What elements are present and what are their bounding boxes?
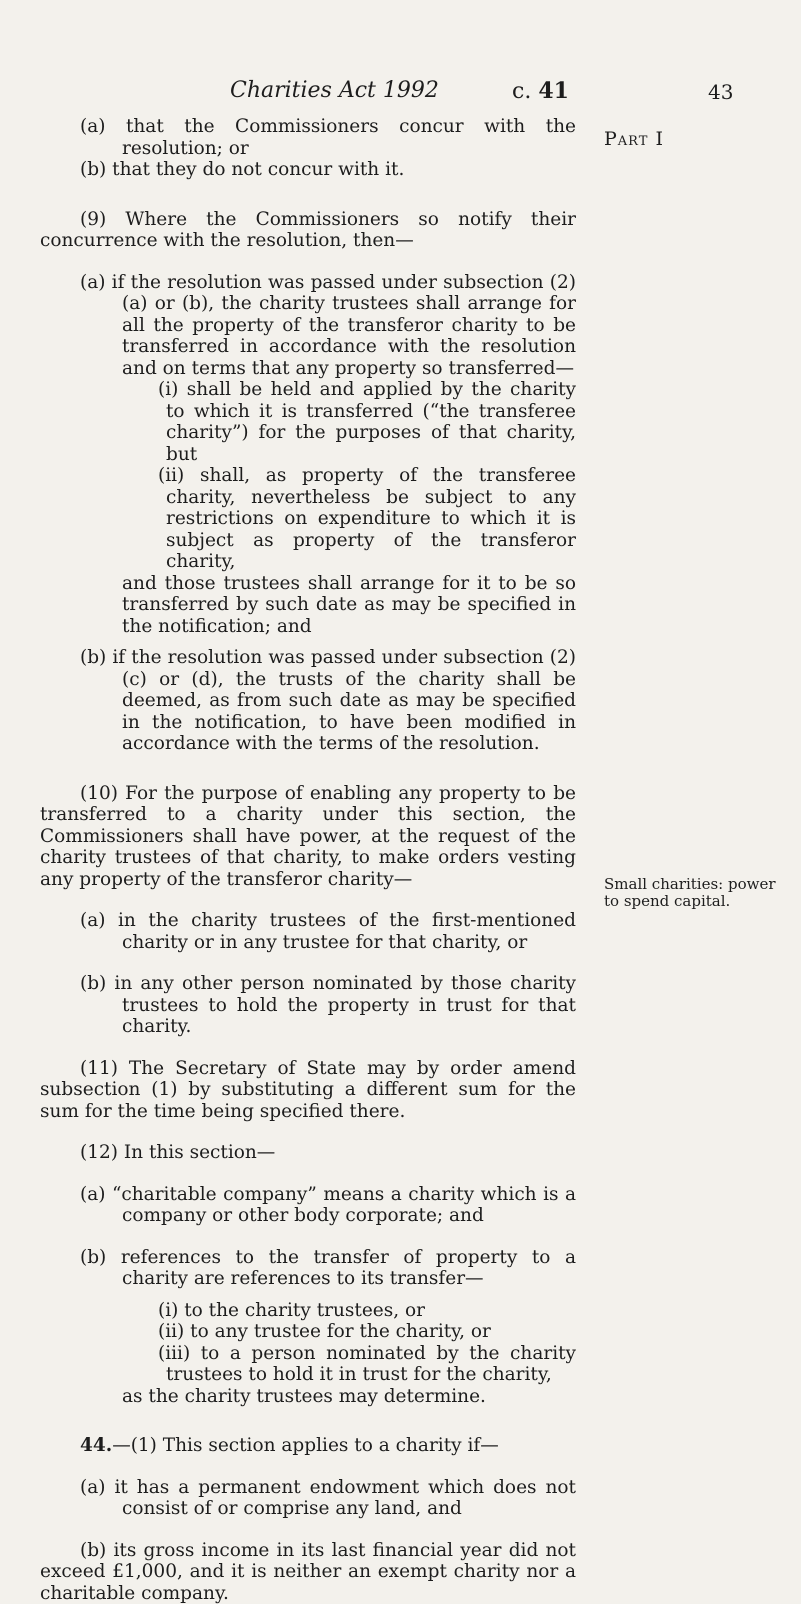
running-header-title: Charities Act 1992: [230, 78, 439, 103]
subparagraph-12b-ii: (ii) to any trustee for the charity, or: [40, 1321, 576, 1343]
chapter-prefix: c.: [512, 79, 531, 104]
page-number: 43: [708, 80, 733, 104]
paragraph-44a: (a) it has a permanent endowment which does not consist of or comprise any land, and: [40, 1477, 576, 1520]
subparagraph-9a-ii: (ii) shall, as property of the transferee charity, nevertheless be subject to any restrictions on expenditure to which it is subject as property of the transferor charity,: [40, 465, 576, 573]
paragraph-9a: (a) if the resolution was passed under subsection (2)(a) or (b), the charity trustees shall arrange for all the property of the transferor charity to be transferred in accordance with the resolution and on terms that any property so transferred—: [40, 272, 576, 380]
paragraph-10a: (a) in the charity trustees of the first-mentioned charity or in any trustee for that charity, or: [40, 910, 576, 953]
part-marker-initial: P: [604, 128, 618, 150]
section-44-text: —(1) This section applies to a charity if—: [112, 1435, 499, 1456]
section-44-heading: [40, 1435, 576, 1457]
paragraph-10b: (b) in any other person nominated by those charity trustees to hold the property in trust for that charity.: [40, 973, 576, 1038]
paragraph-44b: (b) its gross income in its last financial year did not exceed £1,000, and it is neither an exempt charity nor a charitable company.: [40, 1540, 576, 1604]
statute-body: [40, 116, 576, 1604]
chapter-number: 41: [538, 78, 569, 104]
subsection-9: (9) Where the Commissioners so notify their concurrence with the resolution, then—: [40, 209, 576, 252]
margin-note: Small charities: power to spend capital.: [604, 876, 794, 910]
subsection-12: (12) In this section—: [40, 1142, 576, 1164]
section-number: 44.: [80, 1435, 112, 1456]
paragraph-12b: (b) references to the transfer of property to a charity are references to its transfer—: [40, 1247, 576, 1290]
paragraph-12a: (a) “charitable company” means a charity which is a company or other body corporate; and: [40, 1184, 576, 1227]
paragraph-8a: (a) that the Commissioners concur with the resolution; or: [40, 116, 576, 159]
chapter-reference: [512, 78, 569, 104]
paragraph-8b: (b) that they do not concur with it.: [40, 159, 576, 181]
subparagraph-12b-iii: (iii) to a person nominated by the charity trustees to hold it in trust for the charity,: [40, 1343, 576, 1386]
part-marker-rest: art I: [618, 128, 664, 150]
part-marker: [604, 131, 794, 148]
paragraph-12b-closing: as the charity trustees may determine.: [40, 1386, 576, 1408]
subsection-11: (11) The Secretary of State may by order amend subsection (1) by substituting a different sum for the sum for the time being specified there.: [40, 1058, 576, 1123]
paragraph-9a-closing: and those trustees shall arrange for it to be so transferred by such date as may be specified in the notification; and: [40, 573, 576, 638]
subparagraph-12b-i: (i) to the charity trustees, or: [40, 1300, 576, 1322]
subsection-10: (10) For the purpose of enabling any property to be transferred to a charity under this section, the Commissioners shall have power, at the request of the charity trustees of that charity, to make orders vesting any property of the transferor charity—: [40, 783, 576, 891]
subparagraph-9a-i: (i) shall be held and applied by the charity to which it is transferred (“the transferee charity”) for the purposes of that charity, but: [40, 379, 576, 465]
paragraph-9b: (b) if the resolution was passed under subsection (2)(c) or (d), the trusts of the charity shall be deemed, as from such date as may be specified in the notification, to have been modified in accordance with the terms of the resolution.: [40, 647, 576, 755]
